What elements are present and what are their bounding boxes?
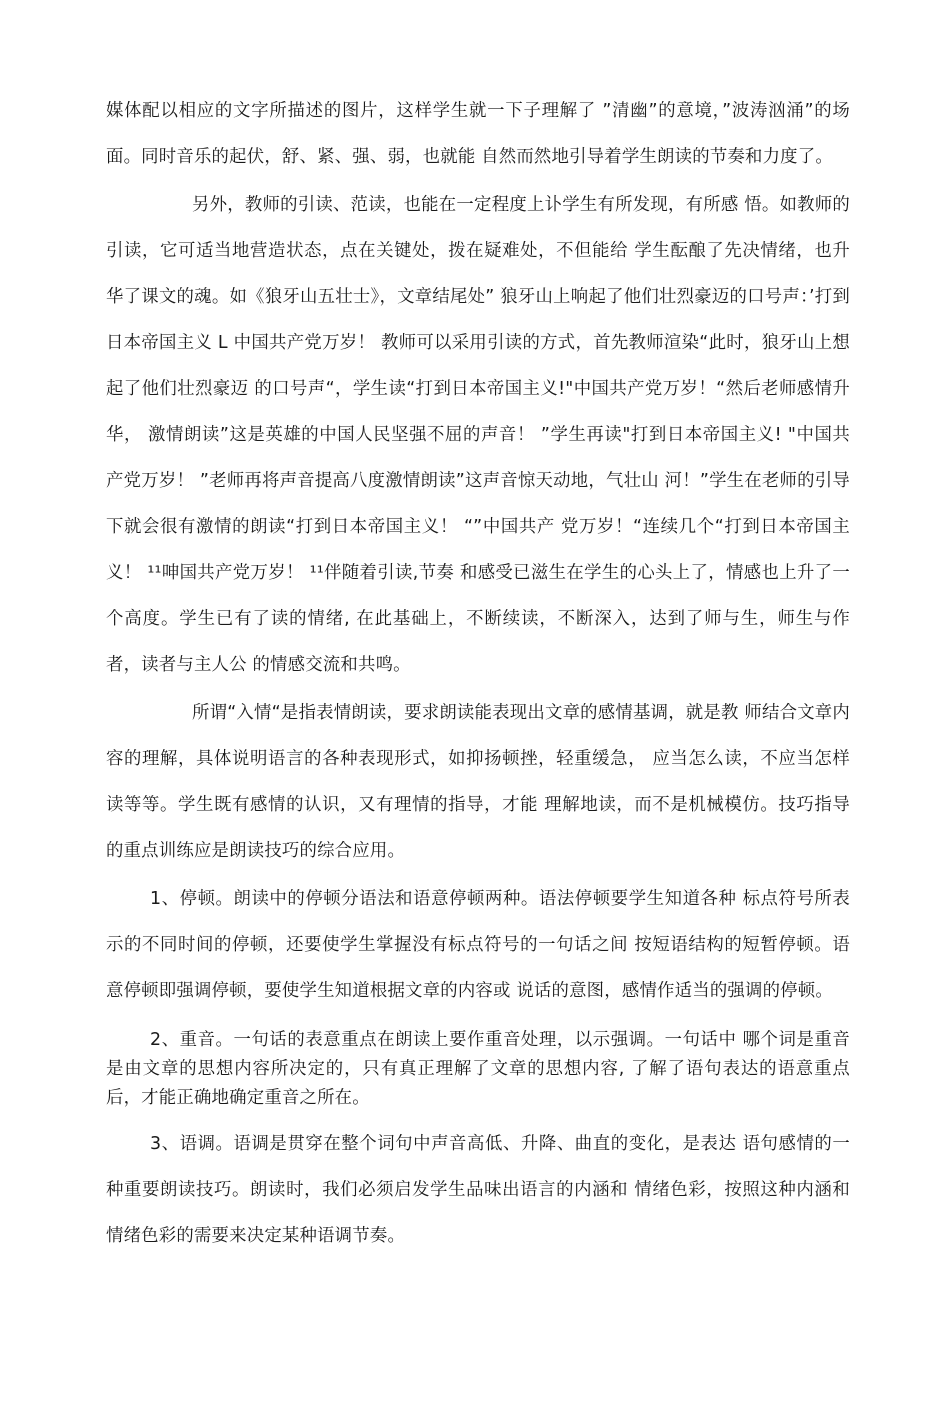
- paragraph-expressive-reading: 所谓“入情“是指表情朗读，要求朗读能表现出文章的感情基调，就是教 师结合文章内容的理解，具体说明语言的各种表现形式，如抑扬顿挫，轻重缓急， 应当怎么读，不应当怎样读等等。学生既有感情的认识，又有理情的指导，才能 理解地读，而不是机械模仿。技巧指导的重点训练应是朗读技巧的综合应用。: [106, 703, 850, 861]
- paragraph-pause: 1、停顿。朗读中的停顿分语法和语意停顿两种。语法停顿要学生知道各种 标点符号所表示的不同时间的停顿，还要使学生掌握没有标点符号的一句话之间 按短语结构的短暂停顿。语意停顿即强调停顿，要使学生知道根据文章的内容或 说话的意图，感情作适当的强调的停顿。: [106, 889, 850, 1001]
- paragraph-intonation: 3、语调。语调是贯穿在整个词句中声音高低、升降、曲直的变化，是表达 语句感情的一种重要朗读技巧。朗读时，我们必须启发学生品味出语言的内涵和 情绪色彩，按照这种内涵和情绪色彩的需要来决定某种语调节奏。: [106, 1134, 850, 1246]
- document-body: [106, 88, 850, 1259]
- paragraph-guided-reading: 另外，教师的引读、范读，也能在一定程度上讣学生有所发现，有所感 悟。如教师的引读，它可适当地营造状态，点在关键处，拨在疑难处，不但能给 学生酝酿了先决情绪，也升华了课文的魂。如《狼牙山五壮士》，文章结尾处” 狼牙山上响起了他们壮烈豪迈的口号声：’打到日本帝国主义 L 中国共产党万岁！ 教师可以采用引读的方式，首先教师渲染“此时，狼牙山上想起了他们壮烈豪迈 的口号声“，学生读“打到日本帝国主义!"中国共产党万岁！“然后老师感情升华， 激情朗读”这是英雄的中国人民坚强不屈的声音！ ”学生再读"打到日本帝国主义! "中国共产党万岁！ ”老师再将声音提高八度激情朗读”这声音惊天动地，气壮山 河！”学生在老师的引导下就会很有激情的朗读“打到日本帝国主义！ “”中国共产 党万岁！“连续几个“打到日本帝国主义！ ¹¹呻国共产党万岁！ ¹¹伴随着引读,节奏 和感受已滋生在学生的心头上了，情感也上升了一个高度。学生已有了读的情绪, 在此基础上，不断续读，不断深入，达到了师与生，师生与作者，读者与主人公 的情感交流和共鸣。: [106, 195, 850, 675]
- paragraph-stress: 2、重音。一句话的表意重点在朗读上要作重音处理，以示强调。一句话中 哪个词是重音是由文章的思想内容所决定的，只有真正理解了文章的思想内容, 了解了语句表达的语意重点后，才能正确地确定重音之所在。: [106, 1030, 850, 1108]
- paragraph-media: 媒体配以相应的文字所描述的图片，这样学生就一下子理解了 ”清幽”的意境，”波涛汹涌”的场面。同时音乐的起伏，舒、紧、强、弱，也就能 自然而然地引导着学生朗读的节奏和力度了。: [106, 101, 850, 167]
